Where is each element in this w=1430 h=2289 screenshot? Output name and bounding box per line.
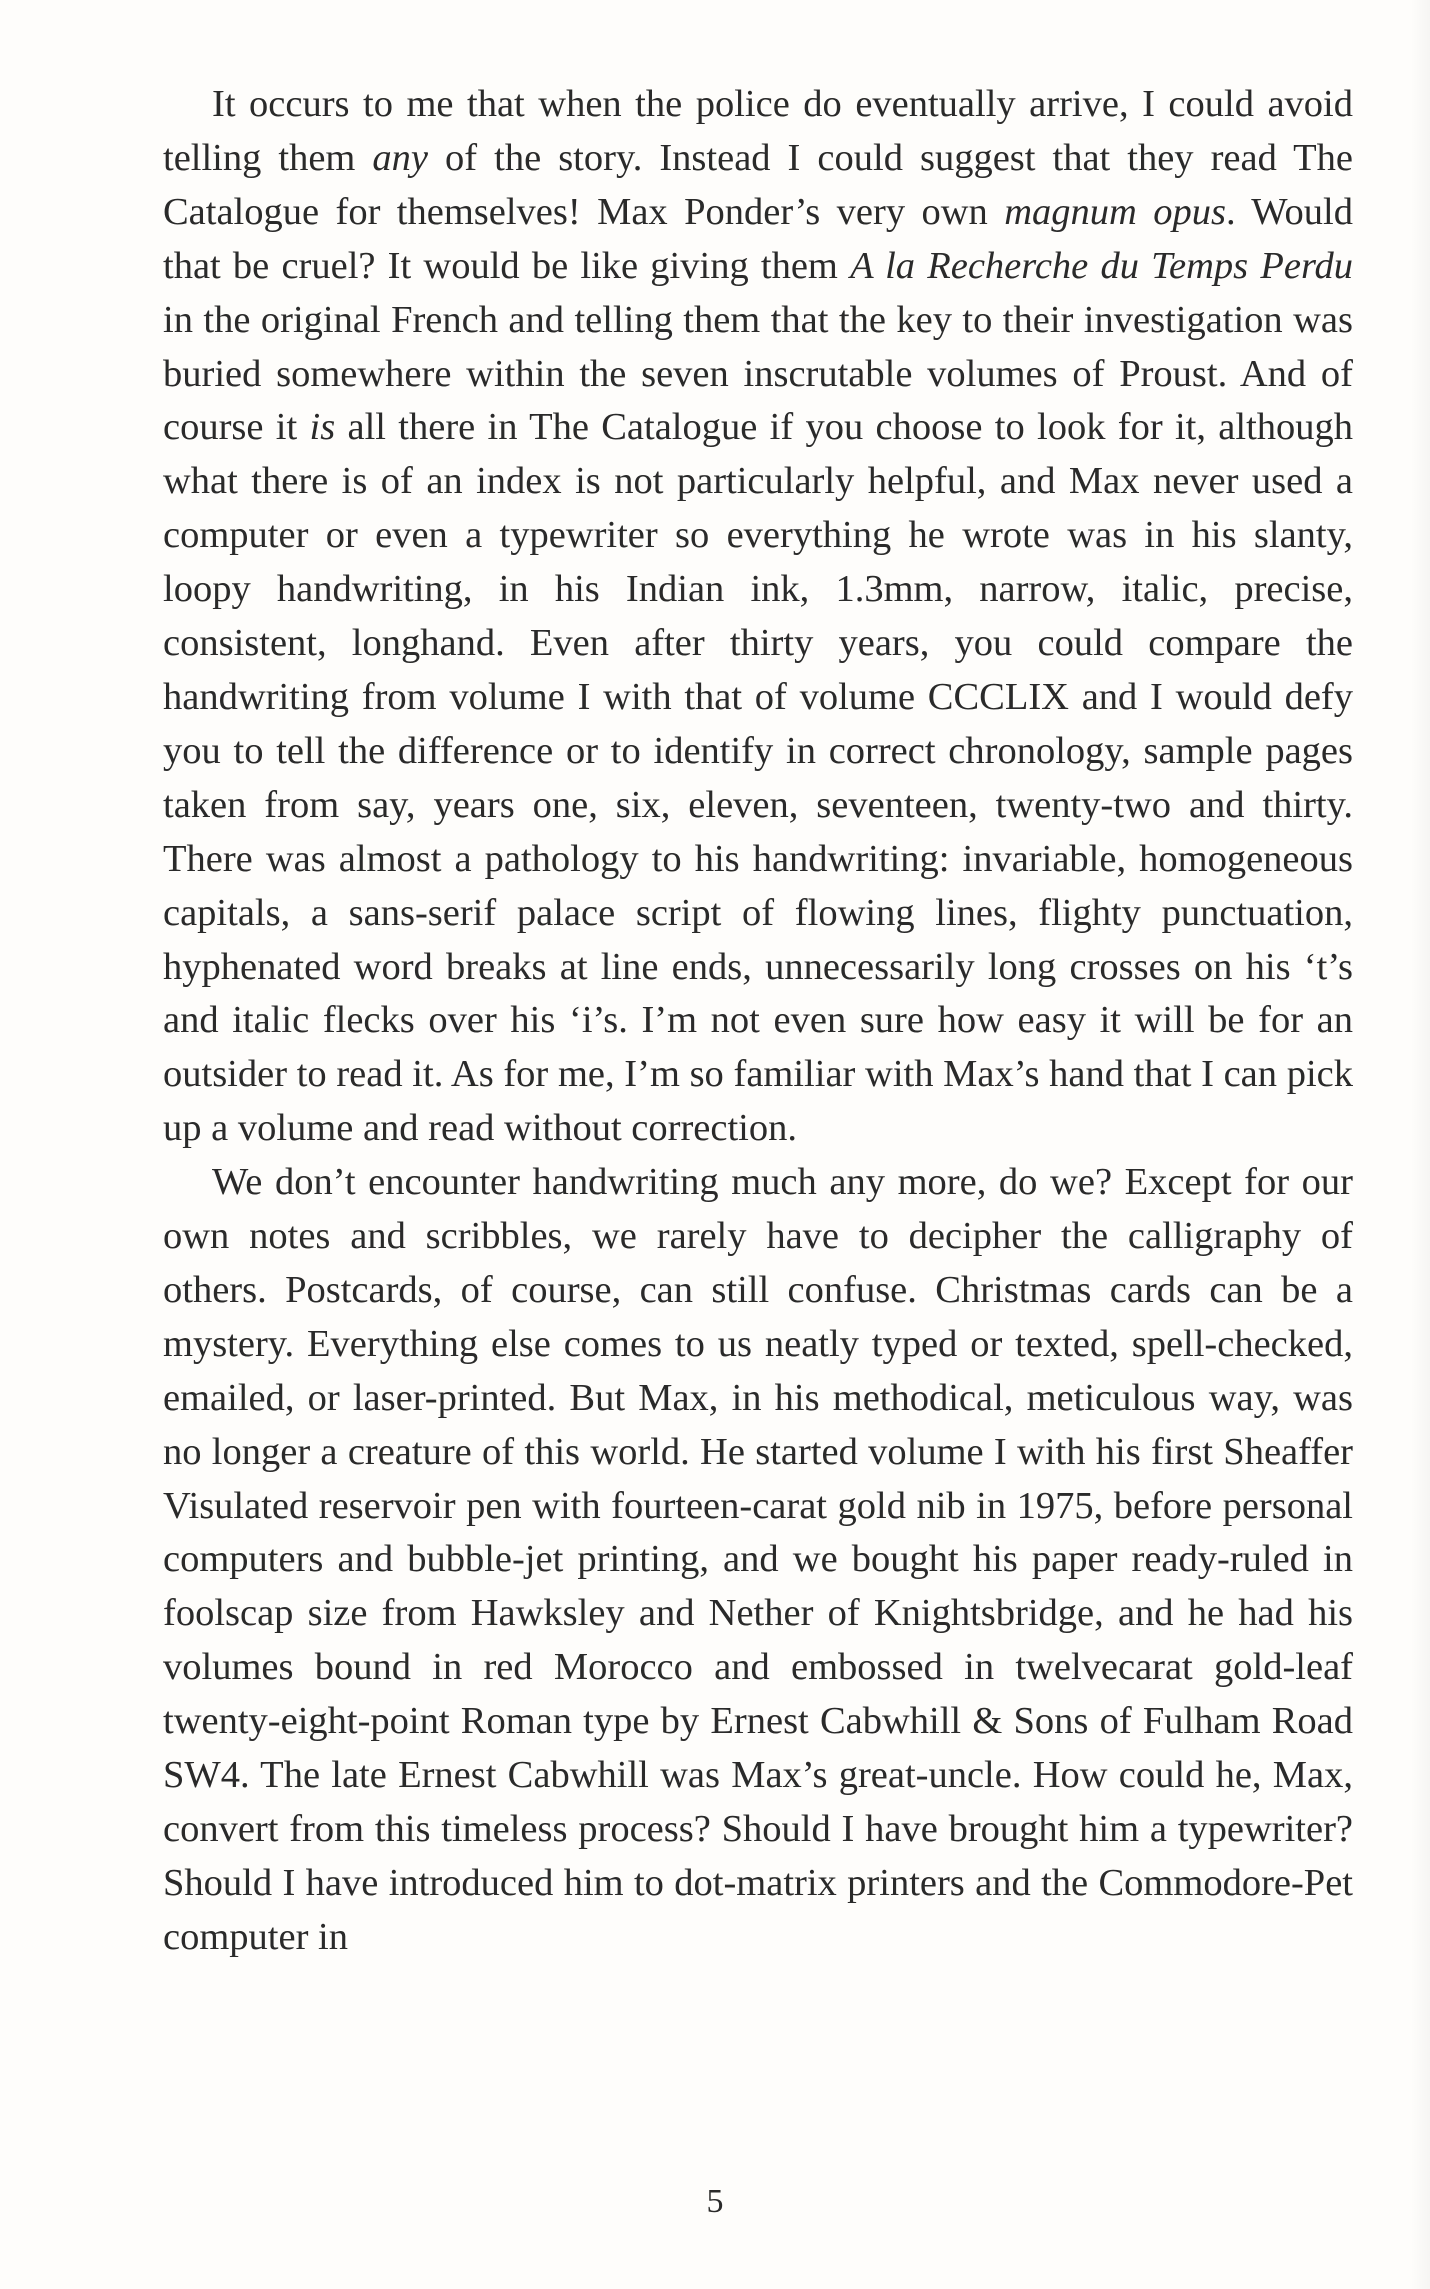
text-segment: We don’t encounter handwriting much any more, do we? Except for our own notes and scribbles, we rarely have to decipher the calligraphy of others. Postcards, of course, can still confuse. Christmas cards can be a mystery. Everything else comes to us neatly typed or texted, spell-checked, emailed, or laser-printed. But Max, in his methodical, meticulous way, was no longer a creature of this world. He started volume I with his first Sheaffer Visulated reservoir pen with fourteen-carat gold nib in 1975, before personal computers and bubble-jet printing, and we bought his paper ready-ruled in foolscap size from Hawksley and Nether of Knightsbridge, and he had his volumes bound in red Morocco and embossed in twelvecarat gold-leaf twenty-eight-point Roman type by Ernest Cabwhill & Sons of Fulham Road SW4. The late Ernest Cabwhill was Max’s great-uncle. How could he, Max, convert from this timeless process? Should I have brought him a typewriter? Should I have introduced him to dot-matrix printers and the Commodore-Pet computer in [163, 1161, 1353, 1958]
italic-text-segment: any [372, 136, 429, 179]
italic-text-segment: magnum opus [1004, 190, 1226, 233]
italic-text-segment: A la Recherche du Temps Perdu [850, 244, 1353, 287]
text-segment: of the story. Instead I could suggest that they read The Catalogue for themselves! Max Ponder’s very own [163, 136, 1354, 233]
paragraph-2 [163, 1156, 1353, 1965]
page-edge-shadow [1410, 0, 1430, 2289]
text-segment: in the original French and telling them that the key to their investigation was buried somewhere within the seven inscrutable volumes of Proust. And of course it [163, 298, 1353, 449]
italic-text-segment: is [309, 406, 336, 449]
paragraph-1 [163, 78, 1353, 1156]
text-segment: It occurs to me that when the police do eventually arrive, I could avoid telling them [163, 83, 1353, 179]
page-number: 5 [706, 2183, 724, 2220]
body-text [163, 78, 1353, 1965]
text-segment: . Would that be cruel? It would be like giving them [163, 190, 1353, 287]
text-segment: all there in The Catalogue if you choose to look for it, although what there is of an index is not particularly helpful, and Max never used a computer or even a typewriter so everything he wrote was in his slanty, loopy handwriting, in his Indian ink, 1.3mm, narrow, italic, precise, consistent, longhand. Even after thirty years, you could compare the handwriting from volume I with that of volume CCCLIX and I would defy you to tell the difference or to identify in correct chronology, sample pages taken from say, years one, six, eleven, seventeen, twenty-two and thirty. There was almost a pathology to his handwriting: invariable, homogeneous capitals, a sans-serif palace script of flowing lines, flighty punctuation, hyphenated word breaks at line ends, unnecessarily long crosses on his ‘t’s and italic flecks over his ‘i’s. I’m not even sure how easy it will be for an outsider to read it. As for me, I’m so familiar with Max’s hand that I can pick up a volume and read without correction. [163, 406, 1354, 1150]
